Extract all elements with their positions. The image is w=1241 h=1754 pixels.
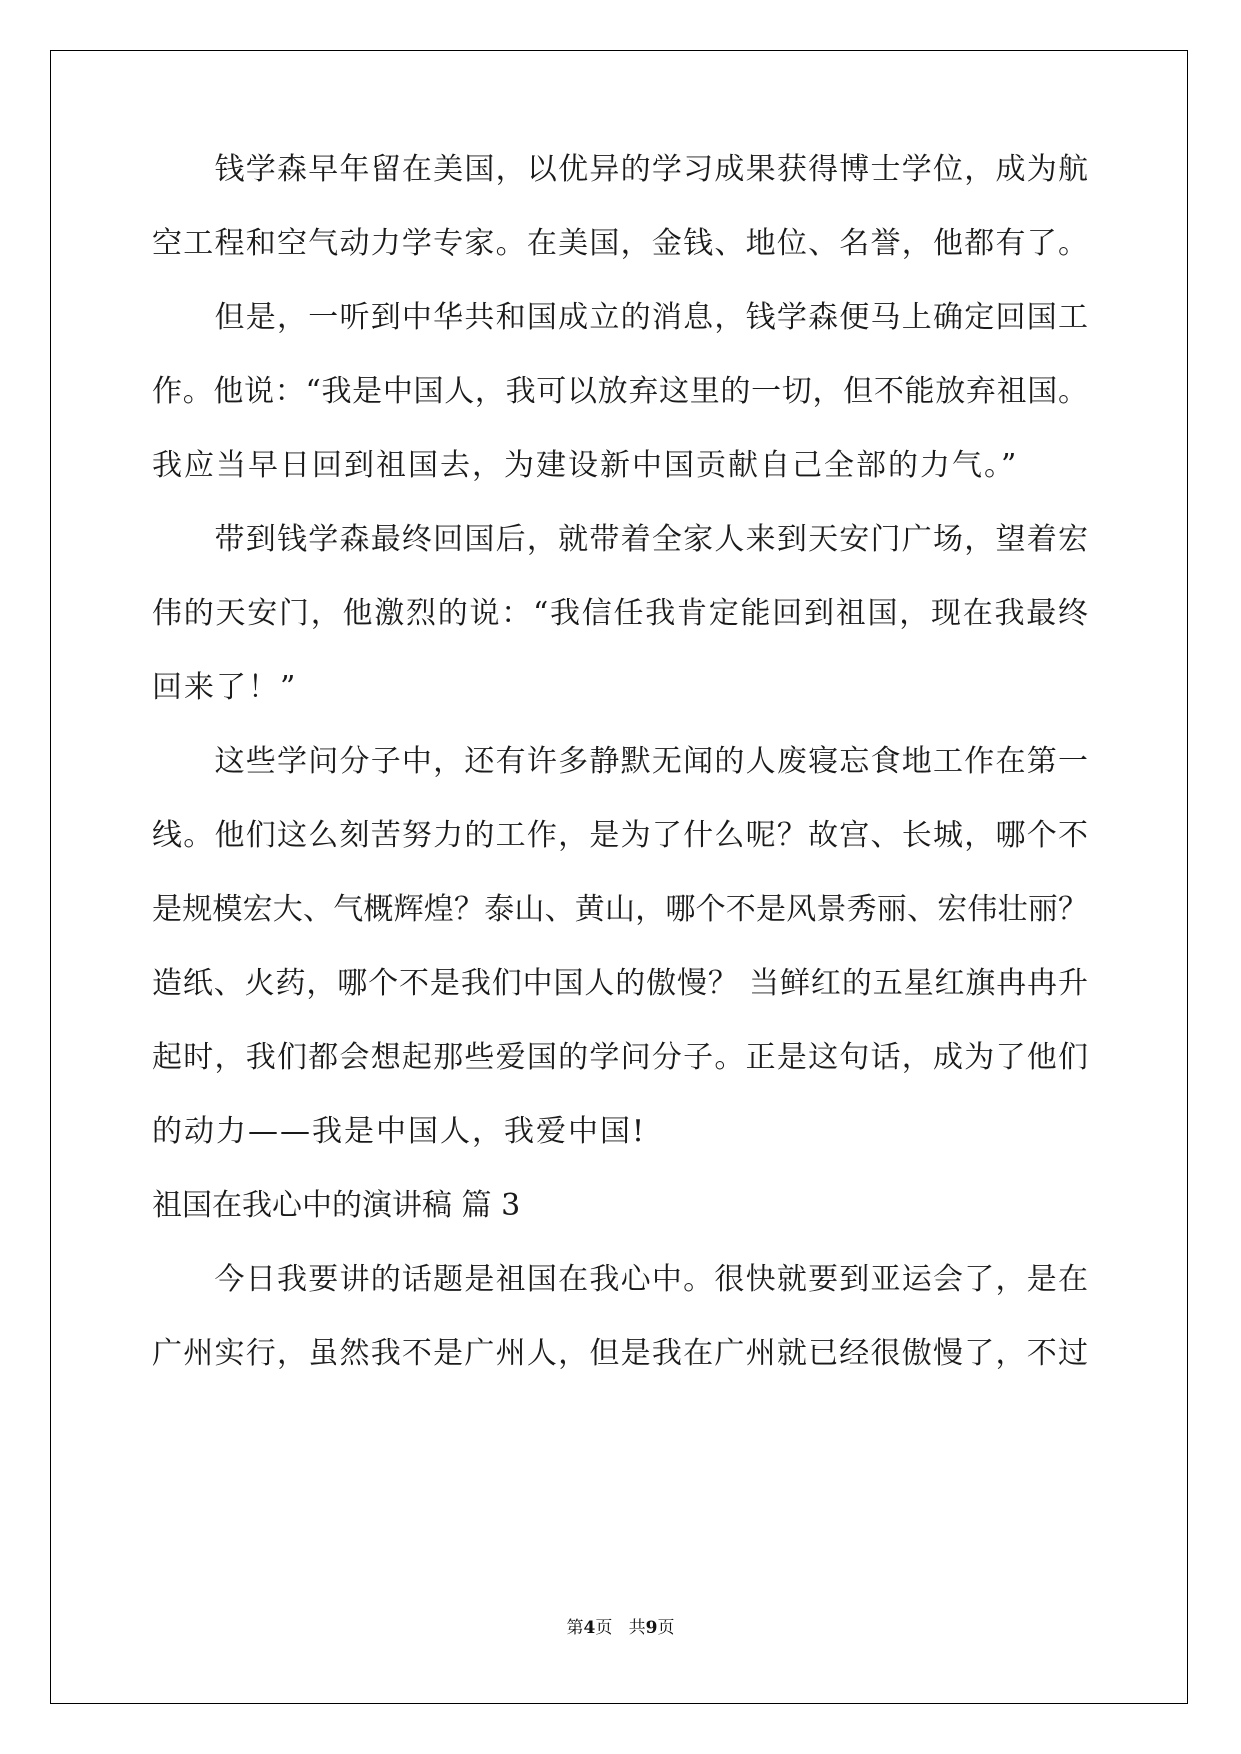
text-line: 广州实行，虽然我不是广州人，但是我在广州就已经很傲慢了，不过 (152, 1336, 1088, 1371)
text-line: 这些学问分子中，还有许多静默无闻的人废寝忘食地工作在第一 (152, 744, 1088, 779)
text-line: 回来了！” (152, 670, 298, 705)
footer-middle: 页 共 (595, 1618, 646, 1638)
text-line: 造纸、火药，哪个不是我们中国人的傲慢？ 当鲜红的五星红旗冉冉升 (152, 966, 1088, 1001)
text-line: 今日我要讲的话题是祖国在我心中。很快就要到亚运会了，是在 (152, 1262, 1088, 1297)
text-line: 空工程和空气动力学专家。在美国，金钱、地位、名誉，他都有了。 (152, 226, 1088, 261)
footer-current-page: 4 (583, 1618, 596, 1638)
page-footer (0, 1616, 1241, 1640)
text-line: 钱学森早年留在美国，以优异的学习成果获得博士学位，成为航 (152, 152, 1088, 187)
text-line: 起时，我们都会想起那些爱国的学问分子。正是这句话，成为了他们 (152, 1040, 1088, 1075)
text-line: 是规模宏大、气概辉煌？泰山、黄山，哪个不是风景秀丽、宏伟壮丽？ (152, 892, 1088, 927)
text-line: 但是，一听到中华共和国成立的消息，钱学森便马上确定回国工 (152, 300, 1088, 335)
text-line: 带到钱学森最终回国后，就带着全家人来到天安门广场，望着宏 (152, 522, 1088, 557)
section-heading: 祖国在我心中的演讲稿 篇 3 (152, 1188, 521, 1223)
text-line: 线。他们这么刻苦努力的工作，是为了什么呢？故宫、长城，哪个不 (152, 818, 1088, 853)
footer-total-pages: 9 (645, 1618, 658, 1638)
footer-suffix: 页 (657, 1618, 675, 1638)
text-line: 作。他说：“我是中国人，我可以放弃这里的一切，但不能放弃祖国。 (152, 374, 1088, 409)
text-line: 我应当早日回到祖国去，为建设新中国贡献自己全部的力气。” (152, 448, 1019, 483)
text-line: 的动力——我是中国人，我爱中国! (152, 1114, 647, 1149)
text-line: 伟的天安门，他激烈的说：“我信任我肯定能回到祖国，现在我最终 (152, 596, 1088, 631)
footer-prefix: 第 (566, 1618, 584, 1638)
